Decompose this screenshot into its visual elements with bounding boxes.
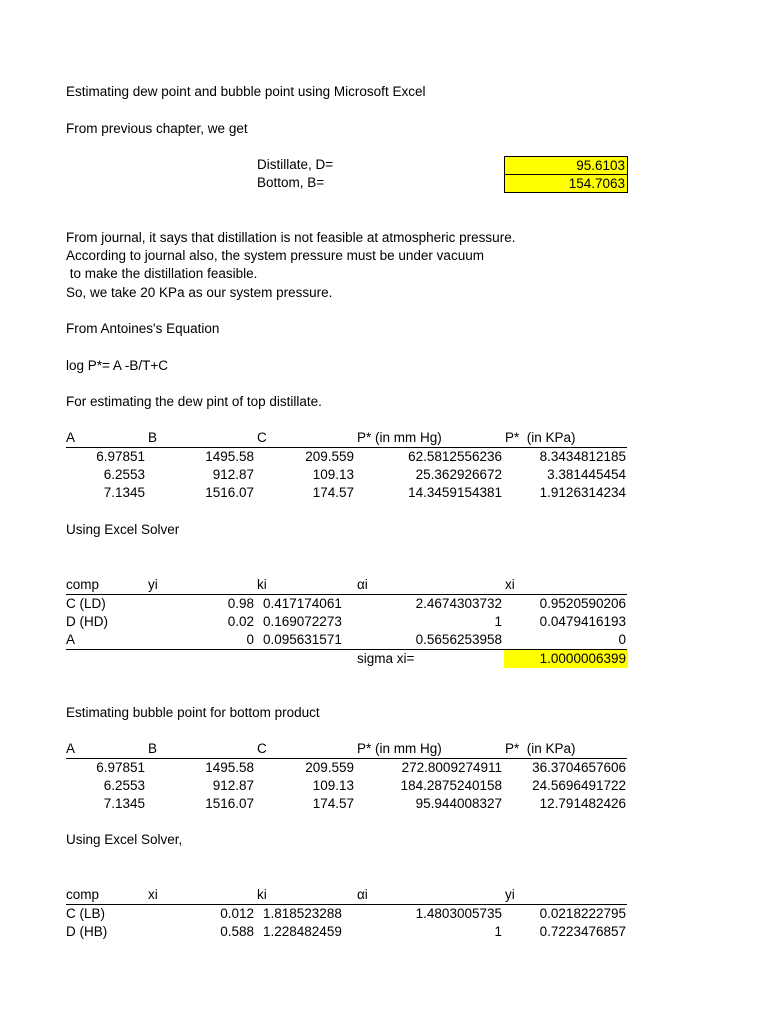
col-header-c: C [257,430,267,445]
col-header-comp: comp [66,887,100,902]
cell-ki: 0.169072273 [263,614,342,629]
distillate-cell[interactable] [504,156,628,175]
header-rule [66,594,627,595]
distillate-label: Distillate, D= [257,157,334,172]
sigma-cell[interactable] [504,650,628,668]
cell-a: 6.2553 [103,467,145,482]
col-header-p-mmhg: P* (in mm Hg) [357,430,442,445]
col-header-comp: comp [66,577,100,592]
sigma-label: sigma xi= [357,651,415,666]
cell-ki: 0.417174061 [263,596,342,611]
col-header-ki: ki [257,577,267,592]
col-header-ki: ki [257,887,267,902]
cell-comp: A [66,632,76,647]
cell-yi: 0.7223476857 [539,924,626,939]
cell-b: 912.87 [212,778,254,793]
col-header-a: A [66,430,76,445]
cell-ki: 1.228482459 [263,924,342,939]
bubble-heading: Estimating bubble point for bottom product [66,705,320,720]
cell-c: 209.559 [305,449,354,464]
bottom-label: Bottom, B= [257,175,325,190]
col-header-b: B [148,741,158,756]
col-header-p-mmhg: P* (in mm Hg) [357,741,442,756]
cell-a: 6.97851 [96,449,145,464]
cell-comp: C (LB) [66,906,106,921]
cell-ki: 0.095631571 [263,632,342,647]
col-header-b: B [148,430,158,445]
cell-comp: D (HD) [66,614,108,629]
cell-c: 109.13 [312,467,354,482]
col-header-p-kpa: P* (in KPa) [505,741,576,756]
cell-yi: 0 [246,632,254,647]
cell-ki: 1.818523288 [263,906,342,921]
solver-text-1: Using Excel Solver [66,522,180,537]
cell-c: 109.13 [312,778,354,793]
col-header-alpha: αi [357,887,368,902]
journal-line-4: So, we take 20 KPa as our system pressure. [66,285,333,300]
cell-comp: C (LD) [66,596,106,611]
cell-b: 912.87 [212,467,254,482]
col-header-xi: xi [505,577,515,592]
cell-yi: 0.0218222795 [539,906,626,921]
cell-alpha: 1 [494,614,502,629]
col-header-yi: yi [148,577,158,592]
bottom-value: 154.7063 [568,176,625,191]
cell-xi: 0.588 [220,924,254,939]
cell-xi: 0 [618,632,626,647]
page-title: Estimating dew point and bubble point using Microsoft Excel [66,84,426,99]
journal-line-3: to make the distillation feasible. [66,266,258,281]
cell-alpha: 1 [494,924,502,939]
cell-p-kpa: 36.3704657606 [532,760,626,775]
cell-p-mmhg: 184.2875240158 [400,778,502,793]
cell-a: 6.97851 [96,760,145,775]
cell-b: 1495.58 [205,449,254,464]
journal-line-1: From journal, it says that distillation is not feasible at atmospheric pressure. [66,230,516,245]
bottom-cell[interactable] [504,174,628,193]
cell-b: 1495.58 [205,760,254,775]
cell-xi: 0.0479416193 [539,614,626,629]
cell-p-mmhg: 95.944008327 [415,796,502,811]
col-header-p-kpa: P* (in KPa) [505,430,576,445]
cell-b: 1516.07 [205,485,254,500]
header-rule [66,758,627,759]
journal-line-2: According to journal also, the system pressure must be under vacuum [66,248,484,263]
antoine-heading: From Antoines's Equation [66,321,220,336]
distillate-value: 95.6103 [576,158,625,173]
cell-alpha: 0.5656253958 [415,632,502,647]
cell-c: 209.559 [305,760,354,775]
cell-alpha: 1.4803005735 [415,906,502,921]
antoine-equation: log P*= A -B/T+C [66,358,169,373]
cell-p-kpa: 8.3434812185 [539,449,626,464]
cell-a: 7.1345 [103,485,145,500]
cell-c: 174.57 [312,485,354,500]
cell-p-mmhg: 14.3459154381 [408,485,502,500]
cell-p-kpa: 24.5696491722 [532,778,626,793]
cell-b: 1516.07 [205,796,254,811]
cell-a: 7.1345 [103,796,145,811]
cell-xi: 0.9520590206 [539,596,626,611]
cell-p-kpa: 12.791482426 [539,796,626,811]
header-rule [66,904,627,905]
cell-yi: 0.98 [227,596,254,611]
cell-p-mmhg: 272.8009274911 [401,760,502,775]
col-header-yi: yi [505,887,515,902]
prev-chapter-text: From previous chapter, we get [66,121,248,136]
cell-c: 174.57 [312,796,354,811]
cell-p-mmhg: 25.362926672 [415,467,502,482]
col-header-a: A [66,741,76,756]
col-header-alpha: αi [357,577,368,592]
header-rule [66,447,627,448]
sigma-value: 1.0000006399 [539,651,626,666]
solver-text-2: Using Excel Solver, [66,832,183,847]
cell-alpha: 2.4674303732 [415,596,502,611]
cell-a: 6.2553 [103,778,145,793]
dew-heading: For estimating the dew pint of top distillate. [66,394,322,409]
cell-xi: 0.012 [220,906,254,921]
cell-yi: 0.02 [227,614,254,629]
cell-comp: D (HB) [66,924,108,939]
col-header-xi: xi [148,887,158,902]
cell-p-kpa: 1.9126314234 [539,485,626,500]
cell-p-kpa: 3.381445454 [547,467,626,482]
col-header-c: C [257,741,267,756]
cell-p-mmhg: 62.5812556236 [408,449,502,464]
